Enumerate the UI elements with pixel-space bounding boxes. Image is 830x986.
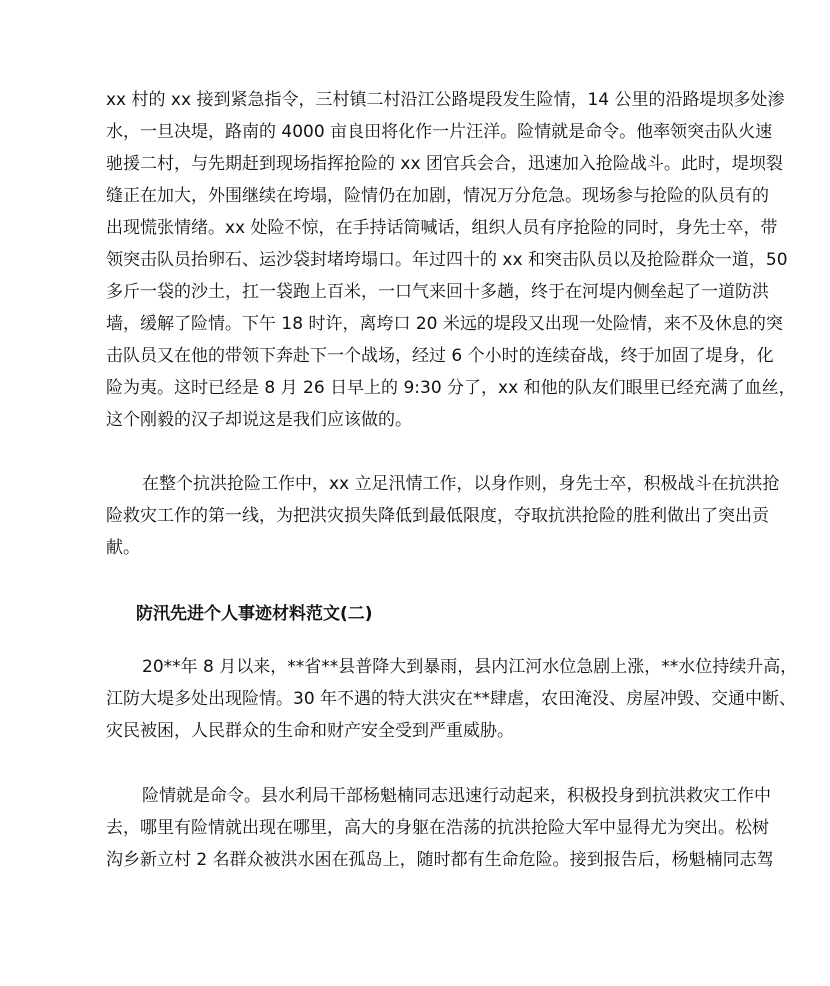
- text-line: xx 村的 xx 接到紧急指令，三村镇二村沿江公路堤段发生险情，14 公里的沿路堤坝多处渗: [106, 90, 785, 110]
- text-line: 沟乡新立村 2 名群众被洪水困在孤岛上，随时都有生命危险。接到报告后，杨魁楠同志驾: [106, 850, 774, 870]
- text-line: 20**年 8 月以来，**省**县普降大到暴雨，县内江河水位急剧上涨，**水位持续升高，: [142, 657, 798, 677]
- text-line: 这个刚毅的汉子却说这是我们应该做的。: [106, 410, 412, 430]
- text-line: 险救灾工作的第一线，为把洪灾损失降低到最低限度，夺取抗洪抢险的胜利做出了突出贡: [106, 506, 769, 526]
- text-line: 出现慌张情绪。xx 处险不惊，在手持话筒喊话，组织人员有序抢险的同时，身先士卒，带: [106, 218, 778, 238]
- text-line: 献。: [106, 538, 140, 558]
- text-line: 缝正在加大，外围继续在垮塌，险情仍在加剧，情况万分危急。现场参与抢险的队员有的: [106, 186, 769, 206]
- text-line: 险为夷。这时已经是 8 月 26 日早上的 9:30 分了，xx 和他的队友们眼里已经充满了血丝，: [106, 378, 796, 398]
- text-line: 击队员又在他的带领下奔赴下一个战场，经过 6 个小时的连续奋战，终于加固了堤身，化: [106, 346, 774, 366]
- text-line: 驰援二村，与先期赶到现场指挥抢险的 xx 团官兵会合，迅速加入抢险战斗。此时，堤坝裂: [106, 154, 783, 174]
- text-line: 水，一旦决堤，路南的 4000 亩良田将化作一片汪洋。险情就是命令。他率领突击队火速: [106, 122, 773, 142]
- text-line: 灾民被困，人民群众的生命和财产安全受到严重威胁。: [106, 721, 514, 741]
- text-line: 墙，缓解了险情。下午 18 时许，离垮口 20 米远的堤段又出现一处险情，来不及休息的突: [106, 314, 783, 334]
- text-line: 在整个抗洪抢险工作中，xx 立足汛情工作，以身作则，身先士卒，积极战斗在抗洪抢: [142, 474, 780, 494]
- text-line: 险情就是命令。县水利局干部杨魁楠同志迅速行动起来，积极投身到抗洪救灾工作中: [142, 786, 771, 806]
- text-line: 多斤一袋的沙土，扛一袋跑上百米，一口气来回十多趟，终于在河堤内侧垒起了一道防洪: [106, 282, 769, 302]
- section-heading: 防汛先进个人事迹材料范文(二): [136, 604, 373, 624]
- text-line: 领突击队员抬卵石、运沙袋封堵垮塌口。年过四十的 xx 和突击队员以及抢险群众一道，50: [106, 250, 788, 270]
- text-line: 江防大堤多处出现险情。30 年不遇的特大洪灾在**肆虐，农田淹没、房屋冲毁、交通中断、: [106, 689, 797, 709]
- text-line: 去，哪里有险情就出现在哪里，高大的身躯在浩荡的抗洪抢险大军中显得尤为突出。松树: [106, 818, 769, 838]
